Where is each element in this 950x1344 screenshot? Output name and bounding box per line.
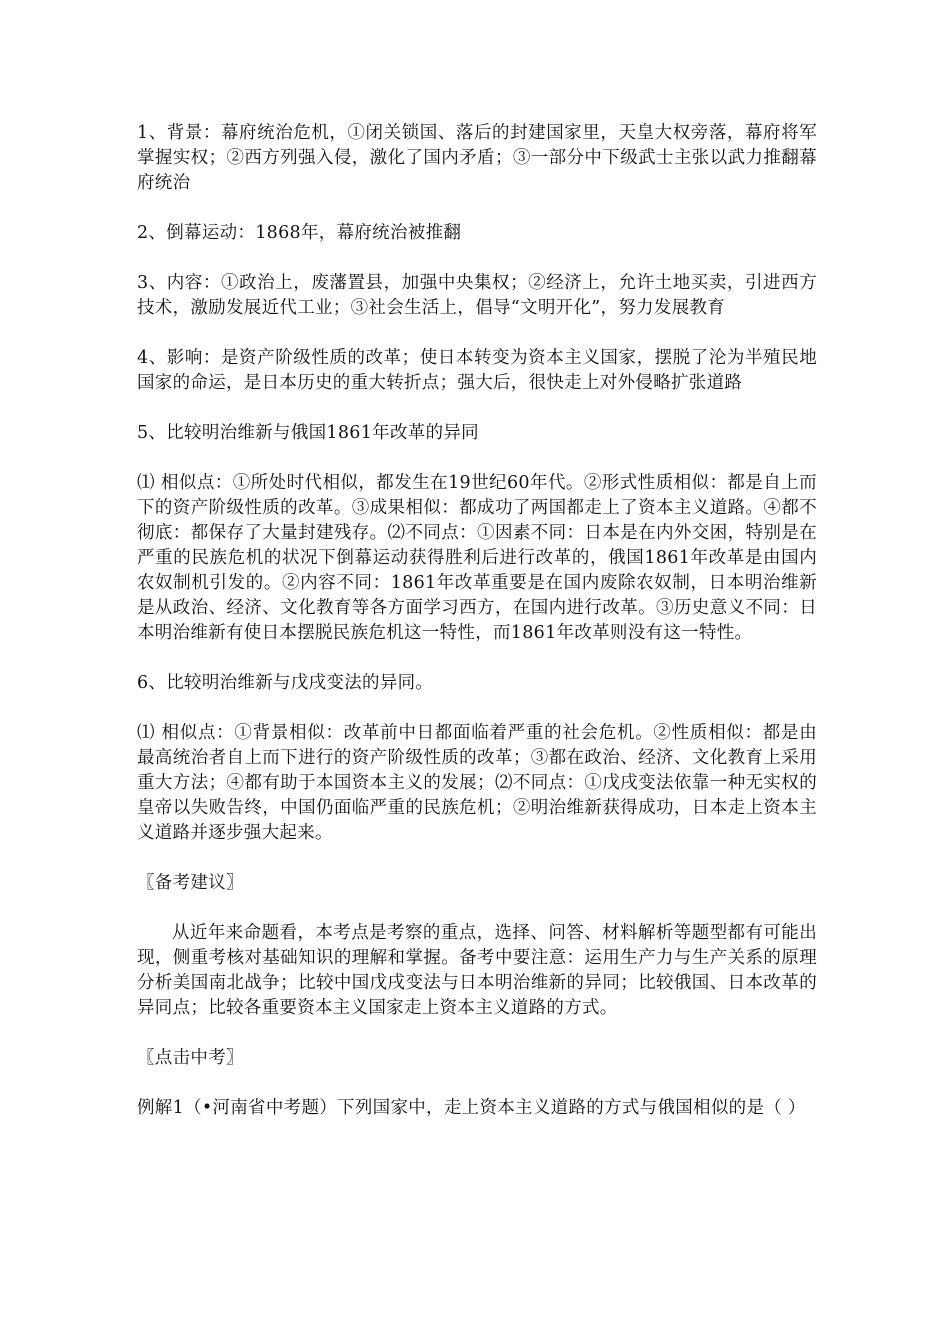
paragraph-exam-advice: 从近年来命题看，本考点是考察的重点，选择、问答、材料解析等题型都有可能出现，侧重考核对基础知识的理解和掌握。备考中要注意：运用生产力与生产关系的原理分析美国南北战争；比较中国戊戌变法与日本明治维新的异同；比较俄国、日本改革的异同点；比较各重要资本主义国家走上资本主义道路的方式。	[137, 923, 817, 1018]
paragraph-compare-wuxu-details: ⑴ 相似点：①背景相似：改革前中日都面临着严重的社会危机。②性质相似：都是由最高统治者自上而下进行的资产阶级性质的改革；③都在政治、经济、文化教育上采用重大方法；④都有助于本国资本主义的发展；⑵不同点：①戊戌变法依靠一种无实权的皇帝以失败告终，中国仍面临严重的民族危机；②明治维新获得成功，日本走上资本主义道路并逐步强大起来。	[137, 723, 817, 843]
section-heading-exam-advice: 〖备考建议〗	[137, 873, 244, 893]
section-heading-compare-wuxu: 6、比较明治维新与戊戌变法的异同。	[137, 673, 434, 693]
paragraph-reform-content: 3、内容：①政治上，废藩置县，加强中央集权；②经济上，允许土地买卖，引进西方技术，激励发展近代工业；③社会生活上，倡导“文明开化”，努力发展教育	[137, 273, 817, 318]
paragraph-anti-shogunate-movement: 2、倒幕运动：1868年，幕府统治被推翻	[137, 223, 462, 243]
section-heading-exam-click: 〖点击中考〗	[137, 1048, 244, 1068]
section-heading-compare-russia: 5、比较明治维新与俄国1861年改革的异同	[137, 423, 479, 443]
paragraph-background: 1、背景：幕府统治危机，①闭关锁国、落后的封建国家里，天皇大权旁落，幕府将军掌握实权；②西方列强入侵，激化了国内矛盾；③一部分中下级武士主张以武力推翻幕府统治	[137, 123, 817, 193]
paragraph-example-question: 例解1（•河南省中考题）下列国家中，走上资本主义道路的方式与俄国相似的是（ ）	[137, 1098, 806, 1118]
paragraph-impact: 4、影响：是资产阶级性质的改革；使日本转变为资本主义国家，摆脱了沦为半殖民地国家的命运，是日本历史的重大转折点；强大后，很快走上对外侵略扩张道路	[137, 348, 817, 393]
document-page	[137, 121, 817, 1146]
paragraph-compare-russia-details: ⑴ 相似点：①所处时代相似，都发生在19世纪60年代。②形式性质相似：都是自上而下的资产阶级性质的改革。③成果相似：都成功了两国都走上了资本主义道路。④都不彻底：都保存了大量封建残存。⑵不同点：①因素不同：日本是在内外交困，特别是在严重的民族危机的状况下倒幕运动获得胜利后进行改革的，俄国1861年改革是由国内农奴制机引发的。②内容不同：1861年改革重要是在国内废除农奴制，日本明治维新是从政治、经济、文化教育等各方面学习西方，在国内进行改革。③历史意义不同：日本明治维新有使日本摆脱民族危机这一特性，而1861年改革则没有这一特性。	[137, 473, 817, 643]
